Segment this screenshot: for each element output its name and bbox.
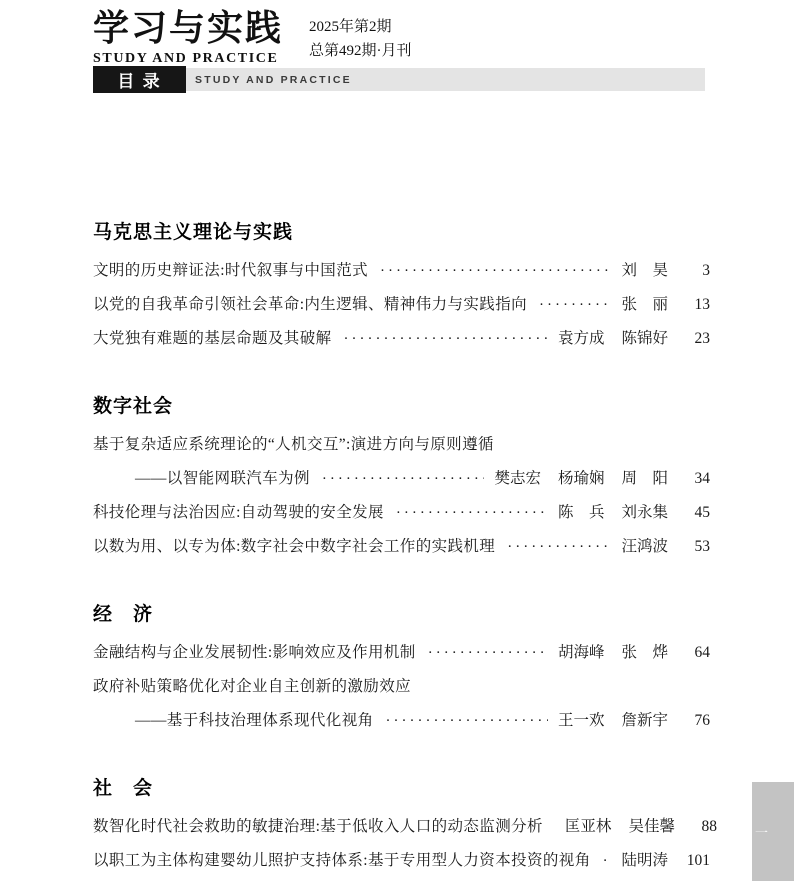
entry-title: 科技伦理与法治因应:自动驾驶的安全发展 <box>93 504 384 521</box>
entry-title: ——基于科技治理体系现代化视角 <box>135 712 374 729</box>
toc-section <box>93 396 710 564</box>
section-entries <box>93 254 710 356</box>
author-name: 王一欢 <box>557 712 605 729</box>
dot-leader <box>386 712 548 730</box>
entry-title: 大党独有难题的基层命题及其破解 <box>93 330 332 347</box>
journal-title-cn: 学习与实践 <box>93 8 284 48</box>
section-title: 马克思主义理论与实践 <box>93 222 294 243</box>
dot-leader <box>344 330 548 348</box>
entry-authors <box>558 704 668 738</box>
dot-leader <box>396 504 548 522</box>
toc-section <box>93 604 710 738</box>
author-name: 杨瑜娴 <box>557 470 605 487</box>
entry-row <box>93 704 710 738</box>
entry-row <box>93 496 710 530</box>
entry-row <box>93 636 710 670</box>
toc-entry <box>93 322 710 356</box>
section-title: 数字社会 <box>93 396 174 417</box>
author-name: 陆明涛 <box>621 852 668 869</box>
section-entries <box>93 428 710 564</box>
issue-info <box>309 10 412 63</box>
toc-entry <box>93 254 710 288</box>
author-name: 张 丽 <box>621 296 668 313</box>
author-name: 周 阳 <box>621 470 668 487</box>
journal-title-en: STUDY AND PRACTICE <box>93 50 279 66</box>
issue-volume: 总第492期·月刊 <box>309 43 412 59</box>
page-number: 13 <box>694 296 710 313</box>
page-number-tab <box>752 782 794 881</box>
entry-row <box>93 288 710 322</box>
author-name: 刘永集 <box>621 504 668 521</box>
entry-authors <box>558 496 668 530</box>
dot-leader <box>322 470 485 488</box>
toc-bar-subtitle: STUDY AND PRACTICE <box>186 68 705 91</box>
entry-row <box>93 322 710 356</box>
page-number: 88 <box>701 818 717 835</box>
page-number: 3 <box>702 262 710 279</box>
dot-leader <box>380 262 611 280</box>
toc-entry <box>93 288 710 322</box>
toc-label: 目 录 <box>93 66 186 93</box>
page-number: 23 <box>694 330 710 347</box>
dot-leader <box>428 644 548 662</box>
author-name: 詹新宇 <box>621 712 668 729</box>
entry-authors <box>621 530 668 564</box>
dot-leader <box>507 538 611 556</box>
toc-section <box>93 778 717 878</box>
dot-leader <box>603 852 612 870</box>
author-name: 胡海峰 <box>557 644 605 661</box>
entry-row <box>93 810 717 844</box>
entry-title: 金融结构与企业发展韧性:影响效应及作用机制 <box>93 644 416 661</box>
toc-section <box>93 222 710 356</box>
page-number: 45 <box>694 504 710 521</box>
page-number-glyph: 一 <box>755 825 769 840</box>
toc-bar <box>93 66 705 93</box>
entry-row <box>93 530 710 564</box>
page-number: 34 <box>694 470 710 487</box>
section-title: 经 济 <box>93 604 154 625</box>
dot-leader <box>539 296 611 314</box>
page-number: 76 <box>694 712 710 729</box>
entry-title: 以党的自我革命引领社会革命:内生逻辑、精神伟力与实践指向 <box>93 296 528 313</box>
entry-authors <box>621 844 668 878</box>
toc-entry <box>93 428 710 496</box>
toc-entry <box>93 810 717 844</box>
entry-title: 以数为用、以专为体:数字社会中数字社会工作的实践机理 <box>93 538 496 555</box>
section-title: 社 会 <box>93 778 154 799</box>
issue-number: 2025年第2期 <box>309 19 392 35</box>
author-name: 袁方成 <box>557 330 605 347</box>
page-number: 64 <box>694 644 710 661</box>
toc-entry <box>93 670 710 738</box>
author-name: 吴佳馨 <box>628 818 675 835</box>
masthead <box>93 10 412 67</box>
section-entries <box>93 810 717 878</box>
author-name: 樊志宏 <box>494 470 541 487</box>
toc-entry <box>93 496 710 530</box>
entry-title-line1: 基于复杂适应系统理论的“人机交互”:演进方向与原则遵循 <box>93 436 494 453</box>
section-entries <box>93 636 710 738</box>
entry-title-line1: 政府补贴策略优化对企业自主创新的激励效应 <box>93 678 412 695</box>
toc-list <box>93 222 717 878</box>
entry-title: ——以智能网联汽车为例 <box>135 470 310 487</box>
page-number: 53 <box>694 538 710 555</box>
entry-title: 以职工为主体构建婴幼儿照护支持体系:基于专用型人力资本投资的视角 <box>93 852 591 869</box>
toc-entry <box>93 636 710 670</box>
entry-row <box>93 844 710 878</box>
entry-row <box>93 254 710 288</box>
entry-authors <box>565 810 675 844</box>
entry-title: 文明的历史辩证法:时代叙事与中国范式 <box>93 262 369 279</box>
author-name: 张 烨 <box>621 644 668 661</box>
author-name: 陈 兵 <box>557 504 605 521</box>
entry-authors <box>494 462 668 496</box>
entry-authors <box>558 322 668 356</box>
entry-authors <box>558 636 668 670</box>
entry-row <box>93 462 710 496</box>
author-name: 陈锦好 <box>621 330 668 347</box>
author-name: 刘 昊 <box>621 262 668 279</box>
author-name: 匡亚林 <box>564 818 612 835</box>
author-name: 汪鸿波 <box>621 538 668 555</box>
toc-entry <box>93 530 710 564</box>
page-number: 101 <box>686 852 710 869</box>
entry-authors <box>621 288 668 322</box>
journal-title-block <box>93 10 283 67</box>
entry-title: 数智化时代社会救助的敏捷治理:基于低收入人口的动态监测分析 <box>93 818 543 835</box>
entry-authors <box>621 254 668 288</box>
toc-entry <box>93 844 710 878</box>
